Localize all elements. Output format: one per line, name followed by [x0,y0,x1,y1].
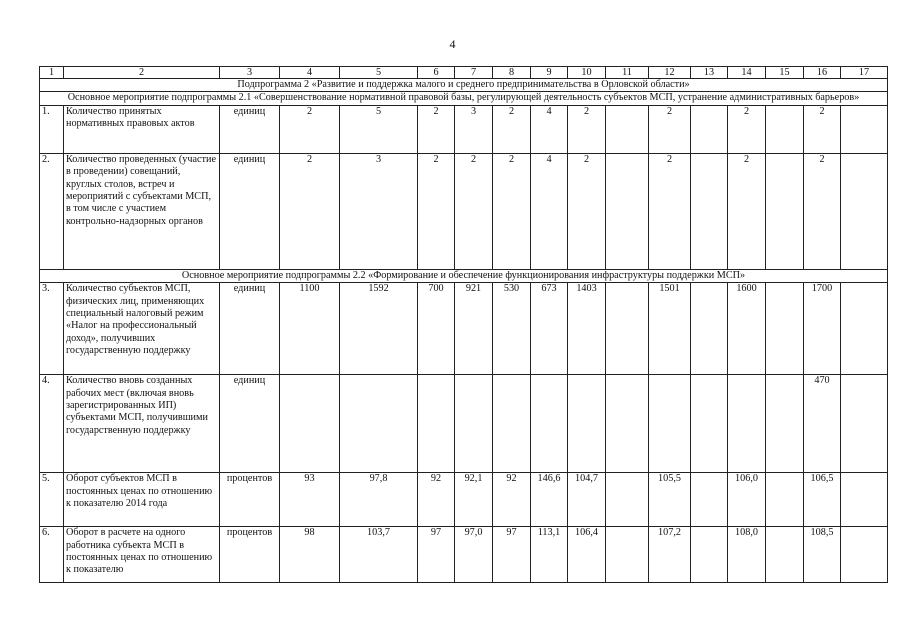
value-cell: 2 [804,153,841,269]
value-cell [766,375,804,473]
column-number-cell: 1 [40,67,64,79]
value-cell [766,473,804,527]
measure-2-2-title-row [40,269,888,282]
value-cell: 700 [418,283,455,375]
value-cell: 105,5 [649,473,691,527]
row-number: 1. [40,105,64,153]
value-cell [691,527,728,583]
table-row [40,473,888,527]
value-cell: 103,7 [340,527,418,583]
unit-cell: единиц [220,105,280,153]
subprogram-title-row [40,79,888,92]
value-cell: 2 [804,105,841,153]
value-cell [691,153,728,269]
row-number: 2. [40,153,64,269]
column-number-cell: 17 [841,67,888,79]
value-cell: 107,2 [649,527,691,583]
table-row [40,527,888,583]
value-cell: 97,0 [455,527,493,583]
value-cell: 92 [493,473,531,527]
value-cell [841,105,888,153]
column-number-cell: 16 [804,67,841,79]
value-cell: 2 [568,105,606,153]
column-number-cell: 3 [220,67,280,79]
value-cell [691,375,728,473]
column-number-cell: 14 [728,67,766,79]
value-cell: 97 [418,527,455,583]
column-number-cell: 4 [280,67,340,79]
value-cell [493,375,531,473]
value-cell: 2 [493,153,531,269]
value-cell [606,153,649,269]
table-row [40,153,888,269]
measure-2-1-title: Основное мероприятие подпрограммы 2.1 «Совершенствование нормативной правовой базы, регулирующей деятельность субъектов МСП, устранение административных барьеров» [40,92,888,105]
column-number-cell: 5 [340,67,418,79]
value-cell [728,375,766,473]
column-number-cell: 2 [64,67,220,79]
value-cell [766,105,804,153]
value-cell: 2 [418,153,455,269]
value-cell: 470 [804,375,841,473]
value-cell [691,283,728,375]
value-cell: 2 [493,105,531,153]
unit-cell: единиц [220,153,280,269]
value-cell [280,375,340,473]
column-number-cell: 9 [531,67,568,79]
value-cell [606,283,649,375]
value-cell: 106,4 [568,527,606,583]
value-cell: 4 [531,153,568,269]
column-number-cell: 6 [418,67,455,79]
table-row [40,283,888,375]
column-number-cell: 8 [493,67,531,79]
value-cell [766,283,804,375]
value-cell: 92 [418,473,455,527]
indicator-name: Количество субъектов МСП, физических лиц, применяющих специальный налоговый режим «Налог на профессиональный доход», получивших государственную поддержку [64,283,220,375]
column-number-cell: 15 [766,67,804,79]
value-cell: 5 [340,105,418,153]
value-cell [606,527,649,583]
value-cell: 146,6 [531,473,568,527]
value-cell [606,473,649,527]
indicator-name: Оборот в расчете на одного работника субъекта МСП в постоянных ценах по отношению к показателю [64,527,220,583]
value-cell: 93 [280,473,340,527]
value-cell [340,375,418,473]
value-cell [841,375,888,473]
row-number: 3. [40,283,64,375]
value-cell: 2 [728,153,766,269]
indicator-name: Количество проведенных (участие в проведении) совещаний, круглых столов, встреч и мероприятий с субъектами МСП, в том числе с участием контрольно-надзорных органов [64,153,220,269]
indicator-name: Количество вновь созданных рабочих мест (включая вновь зарегистрированных ИП) субъектами МСП, получившими государственную поддержку [64,375,220,473]
value-cell: 97 [493,527,531,583]
value-cell: 921 [455,283,493,375]
value-cell: 2 [418,105,455,153]
value-cell [455,375,493,473]
value-cell: 1403 [568,283,606,375]
row-number: 4. [40,375,64,473]
table-row [40,105,888,153]
value-cell: 98 [280,527,340,583]
value-cell: 2 [280,105,340,153]
indicators-table [39,66,888,583]
indicator-name: Количество принятых нормативных правовых актов [64,105,220,153]
value-cell: 530 [493,283,531,375]
value-cell: 1700 [804,283,841,375]
column-number-cell: 7 [455,67,493,79]
measure-2-2-title: Основное мероприятие подпрограммы 2.2 «Формирование и обеспечение функционирования инфраструктуры поддержки МСП» [40,269,888,282]
value-cell: 92,1 [455,473,493,527]
value-cell: 106,0 [728,473,766,527]
column-number-cell: 13 [691,67,728,79]
value-cell: 2 [455,153,493,269]
value-cell [691,473,728,527]
value-cell [418,375,455,473]
value-cell [841,527,888,583]
column-number-cell: 12 [649,67,691,79]
value-cell: 2 [728,105,766,153]
table-row [40,375,888,473]
unit-cell: процентов [220,473,280,527]
value-cell: 113,1 [531,527,568,583]
value-cell [691,105,728,153]
value-cell: 97,8 [340,473,418,527]
subprogram-title: Подпрограмма 2 «Развитие и поддержка малого и среднего предпринимательства в Орловской области» [40,79,888,92]
value-cell: 4 [531,105,568,153]
measure-2-1-title-row [40,92,888,105]
value-cell [606,105,649,153]
value-cell [606,375,649,473]
value-cell [841,153,888,269]
value-cell [841,283,888,375]
value-cell: 108,0 [728,527,766,583]
value-cell: 2 [280,153,340,269]
value-cell: 1592 [340,283,418,375]
value-cell [766,527,804,583]
value-cell: 2 [568,153,606,269]
value-cell: 1600 [728,283,766,375]
page-number: 4 [449,37,456,51]
value-cell [649,375,691,473]
value-cell: 3 [340,153,418,269]
value-cell: 104,7 [568,473,606,527]
unit-cell: единиц [220,375,280,473]
value-cell: 2 [649,105,691,153]
unit-cell: единиц [220,283,280,375]
value-cell: 2 [649,153,691,269]
value-cell [841,473,888,527]
value-cell: 1501 [649,283,691,375]
row-number: 6. [40,527,64,583]
column-number-cell: 11 [606,67,649,79]
indicator-name: Оборот субъектов МСП в постоянных ценах по отношению к показателю 2014 года [64,473,220,527]
column-number-row [40,67,888,79]
value-cell: 1100 [280,283,340,375]
value-cell [766,153,804,269]
value-cell [568,375,606,473]
value-cell: 673 [531,283,568,375]
unit-cell: процентов [220,527,280,583]
column-number-cell: 10 [568,67,606,79]
value-cell: 106,5 [804,473,841,527]
value-cell: 3 [455,105,493,153]
value-cell [531,375,568,473]
row-number: 5. [40,473,64,527]
value-cell: 108,5 [804,527,841,583]
